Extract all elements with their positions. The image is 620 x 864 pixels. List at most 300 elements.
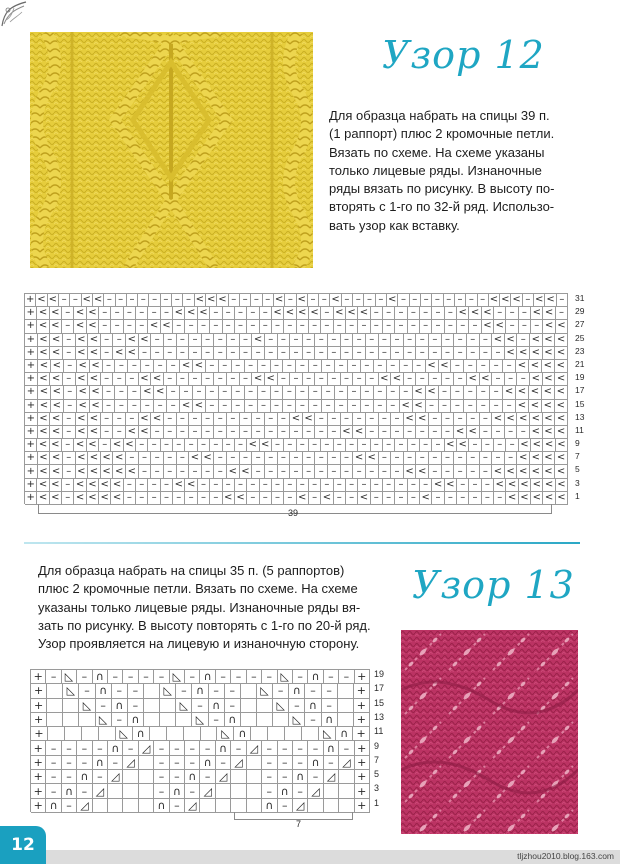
chart-cell: – [416, 426, 429, 439]
chart-cell: – [113, 373, 126, 386]
chart-cell: – [99, 307, 111, 320]
chart-cell: – [429, 413, 442, 426]
chart-cell: – [263, 294, 274, 307]
chart-cell: < [50, 413, 63, 426]
chart-cell: – [154, 784, 169, 798]
chart-cell: – [556, 307, 568, 320]
chart-cell: < [543, 307, 555, 320]
chart-cell: + [25, 465, 38, 478]
chart-cell: – [517, 426, 530, 439]
chart-cell: – [214, 373, 227, 386]
chart-cell: – [319, 294, 330, 307]
chart-cell: – [164, 426, 177, 439]
chart-cell: < [555, 465, 568, 478]
chart-cell: – [490, 386, 503, 399]
chart-cell: + [25, 426, 38, 439]
chart-cell: < [173, 307, 185, 320]
chart-cell: ∩ [308, 756, 323, 770]
chart-cell [47, 699, 63, 713]
row-number: 1 [575, 490, 580, 501]
chart-cell: – [46, 756, 61, 770]
row-number: 15 [575, 398, 585, 409]
chart-cell: < [555, 386, 568, 399]
chart-cell: – [445, 492, 457, 505]
chart-cell: < [358, 492, 370, 505]
chart-cell: + [354, 684, 370, 698]
chart-cell [139, 799, 154, 813]
chart-cell: – [154, 400, 167, 413]
chart-cell: – [296, 360, 309, 373]
chart-cell: – [167, 400, 180, 413]
chart-cell: – [70, 294, 81, 307]
chart-cell: – [341, 347, 354, 360]
chart-cell: – [429, 347, 442, 360]
chart-cell: – [99, 320, 111, 333]
chart-cell [247, 784, 262, 798]
chart-cell: – [361, 386, 374, 399]
chart-cell: – [278, 756, 293, 770]
chart-cell: < [88, 426, 101, 439]
chart-cell: < [88, 465, 101, 478]
chart-cell: < [51, 360, 64, 373]
chart-row [25, 373, 568, 386]
chart-cell: – [391, 465, 404, 478]
chart-cell: < [38, 413, 51, 426]
chart-cell: – [328, 347, 341, 360]
chart-cell: – [252, 426, 265, 439]
chart-cell: < [101, 465, 114, 478]
chart-cell: – [278, 413, 291, 426]
chart-cell: – [252, 347, 265, 360]
chart-cell: – [202, 347, 215, 360]
chart-cell: < [113, 452, 126, 465]
chart-cell: – [189, 373, 202, 386]
pattern-12-photo [30, 32, 313, 268]
chart-cell: – [334, 492, 346, 505]
chart-cell: – [272, 320, 284, 333]
pattern-12-description [329, 107, 554, 235]
chart-cell: – [395, 320, 407, 333]
chart-cell: – [442, 373, 455, 386]
chart-cell: – [151, 452, 164, 465]
chart-cell: – [391, 426, 404, 439]
chart-cell: – [464, 360, 477, 373]
chart-cell: – [151, 347, 164, 360]
chart-cell: < [542, 400, 555, 413]
chart-cell: ◿ [139, 741, 154, 755]
chart-cell: – [198, 320, 210, 333]
chart-cell: – [177, 452, 190, 465]
chart-cell: < [74, 492, 86, 505]
chart-cell: – [289, 699, 305, 713]
chart-cell: – [353, 334, 366, 347]
chart-cell: < [529, 386, 542, 399]
chart-cell: – [108, 670, 123, 684]
row-number: 17 [374, 683, 385, 694]
chart-cell: ∩ [93, 756, 108, 770]
chart-cell: – [348, 386, 361, 399]
chart-cell: – [454, 413, 467, 426]
description-line: ряды вязать по рисунку. В высоту по- [329, 181, 555, 197]
chart-cell [144, 713, 160, 727]
chart-cell: – [232, 360, 245, 373]
chart-cell: – [395, 307, 407, 320]
chart-cell: < [303, 413, 316, 426]
chart-cell: – [478, 294, 489, 307]
chart-cell: – [353, 294, 364, 307]
chart-cell: – [164, 373, 177, 386]
chart-cell: – [115, 386, 128, 399]
chart-cell: + [355, 799, 370, 813]
chart-cell: < [76, 465, 89, 478]
chart-cell: – [229, 294, 240, 307]
chart-cell: ∩ [93, 670, 108, 684]
chart-cell: + [355, 741, 370, 755]
chart-cell: < [445, 479, 457, 492]
chart-cell: – [128, 386, 141, 399]
chart-cell: < [530, 334, 543, 347]
chart-cell: < [511, 294, 522, 307]
chart-cell: ∩ [192, 684, 208, 698]
chart-cell: – [505, 373, 518, 386]
chart-cell: – [519, 320, 531, 333]
section-divider [24, 542, 580, 544]
chart-cell: – [136, 492, 148, 505]
chart-cell: < [124, 439, 136, 452]
chart-cell: – [240, 413, 253, 426]
chart-cell: – [210, 307, 222, 320]
chart-cell: – [206, 400, 219, 413]
chart-cell: – [271, 360, 284, 373]
row-number: 7 [374, 754, 380, 765]
chart-cell: < [193, 400, 206, 413]
chart-cell: + [31, 670, 46, 684]
chart-cell: – [180, 386, 193, 399]
chart-cell: – [374, 360, 387, 373]
chart-cell: < [37, 492, 49, 505]
chart-cell: < [272, 307, 284, 320]
chart-cell [160, 699, 176, 713]
chart-cell: ∩ [278, 784, 293, 798]
chart-cell: – [216, 670, 231, 684]
chart-cell: – [303, 426, 316, 439]
chart-cell: < [37, 320, 49, 333]
chart-cell: – [164, 413, 177, 426]
chart-cell: < [154, 386, 167, 399]
chart-cell: – [126, 452, 139, 465]
chart-cell: – [379, 334, 392, 347]
chart-cell [241, 713, 257, 727]
chart-cell: + [31, 770, 46, 784]
chart-cell: – [278, 452, 291, 465]
row-number: 13 [374, 711, 385, 722]
chart-cell: < [88, 413, 101, 426]
chart-cell: – [210, 439, 222, 452]
chart-cell: – [322, 400, 335, 413]
chart-cell: – [141, 400, 154, 413]
chart-cell: – [416, 373, 429, 386]
chart-cell: – [63, 452, 76, 465]
chart-cell: – [305, 713, 321, 727]
row-number: 5 [374, 769, 380, 780]
chart-cell: < [202, 452, 215, 465]
chart-cell: – [477, 400, 490, 413]
chart-cell: – [173, 492, 185, 505]
chart-cell: < [404, 465, 417, 478]
chart-cell: < [480, 373, 493, 386]
chart-cell: – [177, 426, 190, 439]
chart-cell: < [185, 307, 197, 320]
chart-cell: – [161, 479, 173, 492]
chart-cell: – [293, 784, 308, 798]
chart-cell: ∩ [77, 770, 92, 784]
chart-cell: ∩ [96, 684, 112, 698]
chart-cell: – [202, 465, 215, 478]
chart-cell: – [387, 400, 400, 413]
chart-cell: < [50, 465, 63, 478]
chart-cell: – [284, 479, 296, 492]
chart-cell: – [442, 347, 455, 360]
chart-cell: – [262, 670, 277, 684]
chart-cell: < [37, 307, 49, 320]
row-number: 31 [575, 293, 585, 303]
chart-cell: – [321, 479, 333, 492]
chart-cell: < [379, 373, 392, 386]
chart-cell: < [530, 452, 543, 465]
chart-cell: – [400, 386, 413, 399]
chart-cell: – [227, 452, 240, 465]
chart-cell: – [361, 400, 374, 413]
chart-cell: – [429, 426, 442, 439]
chart-cell: – [115, 360, 128, 373]
chart-cell: ∩ [46, 799, 61, 813]
chart-cell: – [128, 400, 141, 413]
chart-cell: – [371, 320, 383, 333]
chart-cell [108, 784, 123, 798]
chart-cell: – [240, 294, 251, 307]
chart-cell: < [530, 347, 543, 360]
chart-cell: – [391, 413, 404, 426]
chart-cell: ∩ [225, 713, 241, 727]
chart-cell: – [265, 426, 278, 439]
chart-cell: – [477, 360, 490, 373]
chart-cell: ◺ [289, 713, 305, 727]
chart-cell: + [355, 670, 370, 684]
chart-row [31, 670, 370, 684]
chart-cell: < [516, 360, 529, 373]
chart-cell: < [543, 452, 556, 465]
chart-cell: – [477, 386, 490, 399]
chart-cell: – [198, 479, 210, 492]
chart-cell: – [290, 373, 303, 386]
chart-cell: < [556, 439, 568, 452]
chart-cell: < [76, 452, 89, 465]
chart-cell: – [104, 294, 115, 307]
chart-cell: – [454, 334, 467, 347]
description-line: только лицевые ряды. Изнаночные [329, 162, 542, 178]
chart-cell: – [492, 347, 505, 360]
chart-cell: – [283, 400, 296, 413]
chart-row [25, 439, 568, 452]
chart-cell: – [170, 799, 185, 813]
chart-cell: – [278, 799, 293, 813]
chart-cell: < [494, 479, 506, 492]
chart-cell [247, 799, 262, 813]
chart-row [31, 799, 370, 813]
chart-cell: – [127, 294, 138, 307]
chart-cell: – [469, 479, 481, 492]
chart-cell: – [62, 799, 77, 813]
chart-cell: – [404, 347, 417, 360]
chart-cell: – [223, 439, 235, 452]
chart-cell: – [517, 373, 530, 386]
chart-cell: < [51, 386, 64, 399]
chart-cell: – [506, 439, 518, 452]
chart-cell: – [151, 426, 164, 439]
chart-cell [123, 784, 138, 798]
chart-cell: – [290, 465, 303, 478]
chart-cell: – [383, 320, 395, 333]
chart-cell: < [482, 320, 494, 333]
chart-cell: < [87, 307, 99, 320]
chart-cell: ∩ [200, 670, 215, 684]
chart-cell: – [309, 400, 322, 413]
chart-cell: – [173, 320, 185, 333]
pattern-13-chart [30, 669, 370, 812]
row-number: 1 [374, 797, 380, 808]
chart-cell: < [148, 320, 160, 333]
chart-cell: – [346, 479, 358, 492]
chart-cell: ◿ [200, 784, 215, 798]
chart-cell: – [185, 741, 200, 755]
row-number: 27 [575, 319, 585, 330]
chart-cell: – [103, 360, 116, 373]
chart-cell: ◿ [77, 799, 92, 813]
chart-cell: – [240, 426, 253, 439]
chart-cell: – [315, 413, 328, 426]
chart-cell: – [398, 294, 409, 307]
chart-cell: + [25, 492, 37, 505]
chart-cell: < [88, 347, 101, 360]
chart-cell: < [519, 492, 531, 505]
chart-cell: < [534, 294, 545, 307]
chart-cell: – [429, 465, 442, 478]
chart-cell: – [480, 465, 493, 478]
chart-cell: < [74, 307, 86, 320]
chart-cell: + [25, 307, 37, 320]
chart-cell: – [99, 439, 111, 452]
chart-cell [139, 784, 154, 798]
chart-cell: – [240, 373, 253, 386]
chart-cell: – [235, 439, 247, 452]
chart-cell: – [451, 386, 464, 399]
chart-cell: < [416, 465, 429, 478]
chart-cell: – [284, 320, 296, 333]
chart-cell [251, 727, 268, 741]
chart-cell: – [151, 465, 164, 478]
chart-cell: + [25, 294, 36, 307]
description-line: Вязать по схеме. На схеме указаны [329, 144, 545, 160]
chart-cell: – [309, 320, 321, 333]
chart-cell: < [445, 439, 457, 452]
chart-cell: < [235, 492, 247, 505]
chart-cell: – [206, 360, 219, 373]
chart-cell: < [87, 439, 99, 452]
row-number: 11 [374, 726, 384, 737]
chart-cell: – [416, 347, 429, 360]
row-number: 13 [575, 411, 585, 422]
chart-cell: – [321, 307, 333, 320]
chart-cell: – [93, 741, 108, 755]
chart-cell: – [240, 334, 253, 347]
chart-cell: ∩ [305, 699, 321, 713]
chart-cell: ∩ [209, 699, 225, 713]
chart-cell [123, 770, 138, 784]
chart-cell: – [223, 320, 235, 333]
chart-cell: – [62, 741, 77, 755]
chart-cell: – [251, 294, 262, 307]
description-line: плюс 2 кромочные петли. Вязать по схеме. На схеме [38, 581, 358, 597]
chart-cell [184, 727, 201, 741]
chart-cell: ∩ [262, 799, 277, 813]
chart-cell: – [335, 360, 348, 373]
chart-cell: – [227, 426, 240, 439]
chart-cell: < [50, 452, 63, 465]
chart-cell: + [31, 799, 46, 813]
chart-cell: < [506, 492, 518, 505]
chart-cell: – [482, 479, 494, 492]
chart-cell: < [93, 294, 104, 307]
chart-cell: – [315, 373, 328, 386]
chart-cell: < [505, 465, 518, 478]
chart-cell: – [247, 307, 259, 320]
chart-cell: – [391, 334, 404, 347]
chart-cell: – [214, 413, 227, 426]
chart-cell: – [272, 492, 284, 505]
chart-cell [338, 713, 354, 727]
chart-cell: < [50, 320, 62, 333]
chart-cell: – [442, 334, 455, 347]
chart-cell: ∩ [108, 741, 123, 755]
chart-cell: – [297, 479, 309, 492]
chart-cell: ∩ [322, 713, 338, 727]
chart-cell: < [252, 334, 265, 347]
chart-cell: – [309, 492, 321, 505]
chart-cell [324, 799, 339, 813]
row-number: 9 [575, 438, 580, 449]
chart-cell: + [25, 373, 38, 386]
chart-cell [338, 699, 354, 713]
chart-cell [123, 799, 138, 813]
chart-cell: – [494, 439, 506, 452]
chart-cell: – [185, 670, 200, 684]
chart-cell: – [177, 347, 190, 360]
chart-cell: < [366, 452, 379, 465]
chart-cell [231, 799, 246, 813]
chart-cell: – [334, 320, 346, 333]
chart-row [31, 770, 370, 784]
chart-cell: – [260, 492, 272, 505]
chart-cell [201, 727, 218, 741]
chart-cell: – [176, 684, 192, 698]
chart-cell: – [262, 756, 277, 770]
chart-cell: – [341, 413, 354, 426]
chart-cell: – [439, 400, 452, 413]
chart-cell: – [214, 334, 227, 347]
chart-cell: – [189, 334, 202, 347]
chart-row [25, 452, 568, 465]
chart-cell: – [123, 670, 138, 684]
